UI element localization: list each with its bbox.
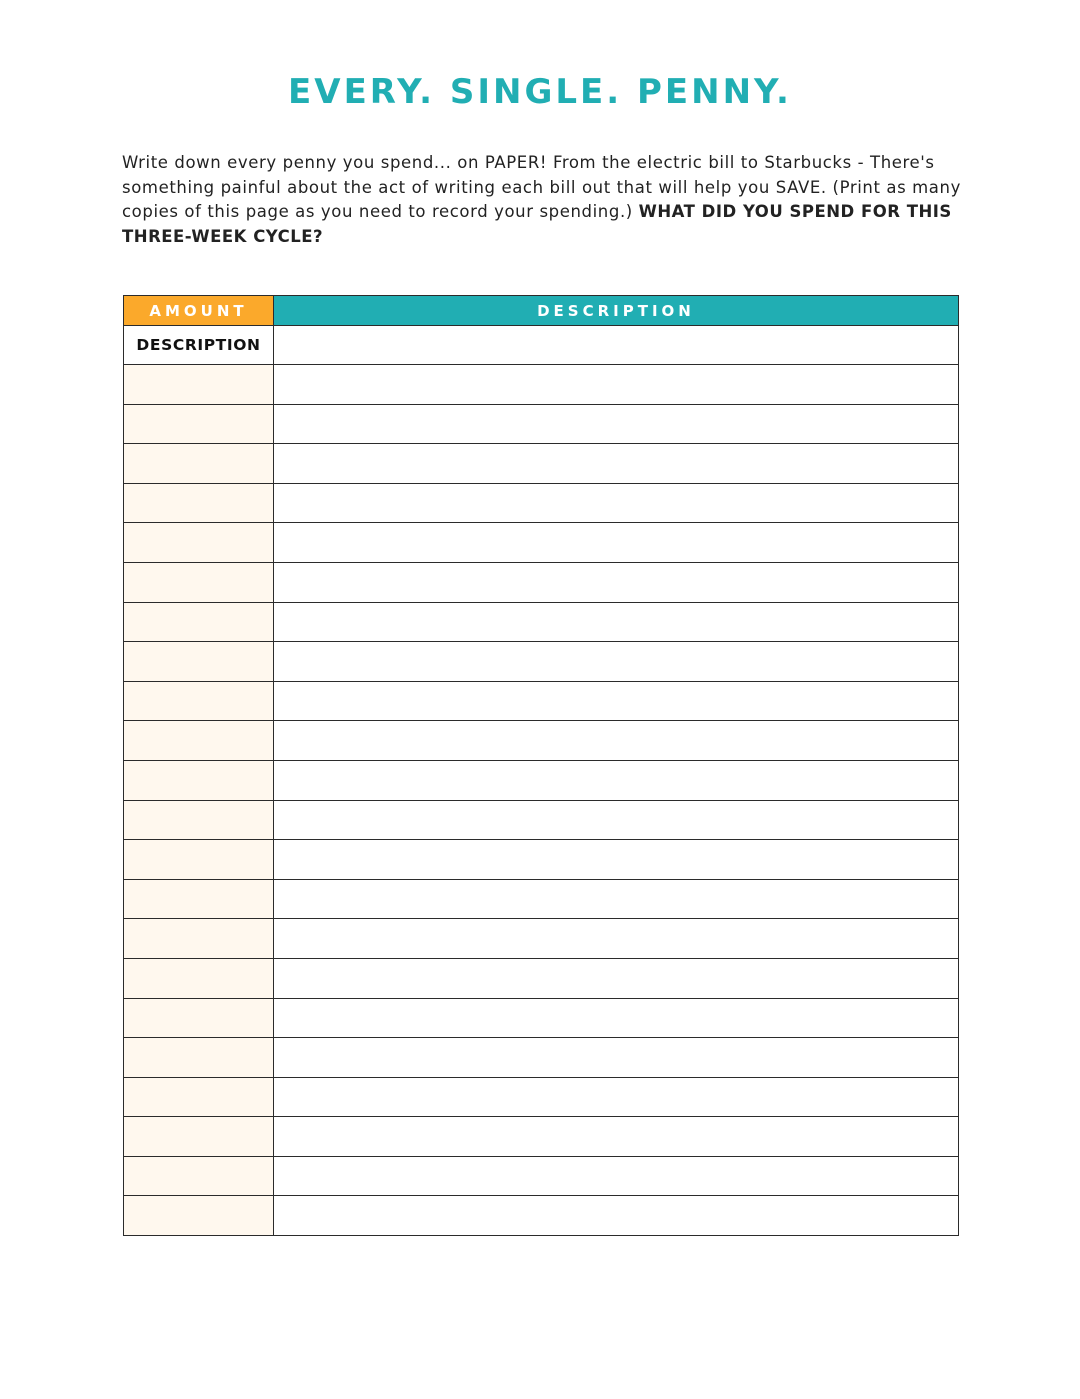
table-row bbox=[124, 523, 959, 563]
table-row bbox=[124, 365, 959, 405]
description-cell[interactable] bbox=[274, 1077, 959, 1117]
table-row bbox=[124, 958, 959, 998]
description-cell[interactable] bbox=[274, 483, 959, 523]
description-cell[interactable] bbox=[274, 879, 959, 919]
amount-cell[interactable] bbox=[124, 1196, 274, 1236]
description-cell[interactable] bbox=[274, 760, 959, 800]
amount-cell[interactable] bbox=[124, 404, 274, 444]
amount-column-header: AMOUNT bbox=[124, 296, 274, 326]
table-row bbox=[124, 879, 959, 919]
page-title: EVERY. SINGLE. PENNY. bbox=[288, 72, 792, 112]
intro-paragraph bbox=[122, 151, 972, 249]
description-cell[interactable] bbox=[274, 642, 959, 682]
description-cell[interactable] bbox=[274, 1156, 959, 1196]
amount-cell[interactable] bbox=[124, 444, 274, 484]
table-header-row bbox=[124, 296, 959, 326]
table-row bbox=[124, 998, 959, 1038]
amount-cell[interactable] bbox=[124, 1038, 274, 1078]
description-cell[interactable] bbox=[274, 958, 959, 998]
table-row bbox=[124, 404, 959, 444]
description-cell[interactable] bbox=[274, 721, 959, 761]
amount-cell[interactable] bbox=[124, 879, 274, 919]
table-row bbox=[124, 800, 959, 840]
amount-cell[interactable] bbox=[124, 1077, 274, 1117]
description-cell[interactable] bbox=[274, 998, 959, 1038]
description-cell[interactable] bbox=[274, 562, 959, 602]
intro-text: Write down every penny you spend... on PAPER! From the electric bill to Starbucks - There's something painful about the act of writing each bill out that will help you SAVE. (Print as many copies of this page as you need to record your spending.) bbox=[122, 153, 961, 222]
subheader-description-label: DESCRIPTION bbox=[124, 326, 274, 365]
spending-table bbox=[123, 295, 959, 1236]
table-row bbox=[124, 919, 959, 959]
table-row bbox=[124, 1196, 959, 1236]
table-row bbox=[124, 1156, 959, 1196]
amount-cell[interactable] bbox=[124, 760, 274, 800]
table-row bbox=[124, 1077, 959, 1117]
table-row bbox=[124, 1038, 959, 1078]
table-row bbox=[124, 562, 959, 602]
table-row bbox=[124, 602, 959, 642]
description-cell[interactable] bbox=[274, 919, 959, 959]
amount-cell[interactable] bbox=[124, 958, 274, 998]
amount-cell[interactable] bbox=[124, 721, 274, 761]
description-cell[interactable] bbox=[274, 1117, 959, 1157]
description-cell[interactable] bbox=[274, 800, 959, 840]
table-row bbox=[124, 1117, 959, 1157]
table-row bbox=[124, 483, 959, 523]
amount-cell[interactable] bbox=[124, 919, 274, 959]
amount-cell[interactable] bbox=[124, 1117, 274, 1157]
table-row bbox=[124, 721, 959, 761]
amount-cell[interactable] bbox=[124, 681, 274, 721]
description-cell[interactable] bbox=[274, 365, 959, 405]
table-row bbox=[124, 840, 959, 880]
amount-cell[interactable] bbox=[124, 1156, 274, 1196]
amount-cell[interactable] bbox=[124, 840, 274, 880]
amount-cell[interactable] bbox=[124, 365, 274, 405]
table-subheader-row bbox=[124, 326, 959, 365]
description-cell[interactable] bbox=[274, 404, 959, 444]
amount-cell[interactable] bbox=[124, 642, 274, 682]
description-cell[interactable] bbox=[274, 681, 959, 721]
amount-cell[interactable] bbox=[124, 602, 274, 642]
table-row bbox=[124, 444, 959, 484]
subheader-blank-cell[interactable] bbox=[274, 326, 959, 365]
amount-cell[interactable] bbox=[124, 998, 274, 1038]
description-cell[interactable] bbox=[274, 602, 959, 642]
table-row bbox=[124, 681, 959, 721]
intro-emphasis: WHAT DID YOU SPEND FOR THIS THREE-WEEK CYCLE? bbox=[122, 202, 952, 246]
description-cell[interactable] bbox=[274, 1038, 959, 1078]
amount-cell[interactable] bbox=[124, 562, 274, 602]
description-cell[interactable] bbox=[274, 444, 959, 484]
description-column-header: DESCRIPTION bbox=[274, 296, 959, 326]
amount-cell[interactable] bbox=[124, 800, 274, 840]
table-row bbox=[124, 642, 959, 682]
table-row bbox=[124, 760, 959, 800]
description-cell[interactable] bbox=[274, 1196, 959, 1236]
description-cell[interactable] bbox=[274, 840, 959, 880]
amount-cell[interactable] bbox=[124, 523, 274, 563]
description-cell[interactable] bbox=[274, 523, 959, 563]
amount-cell[interactable] bbox=[124, 483, 274, 523]
